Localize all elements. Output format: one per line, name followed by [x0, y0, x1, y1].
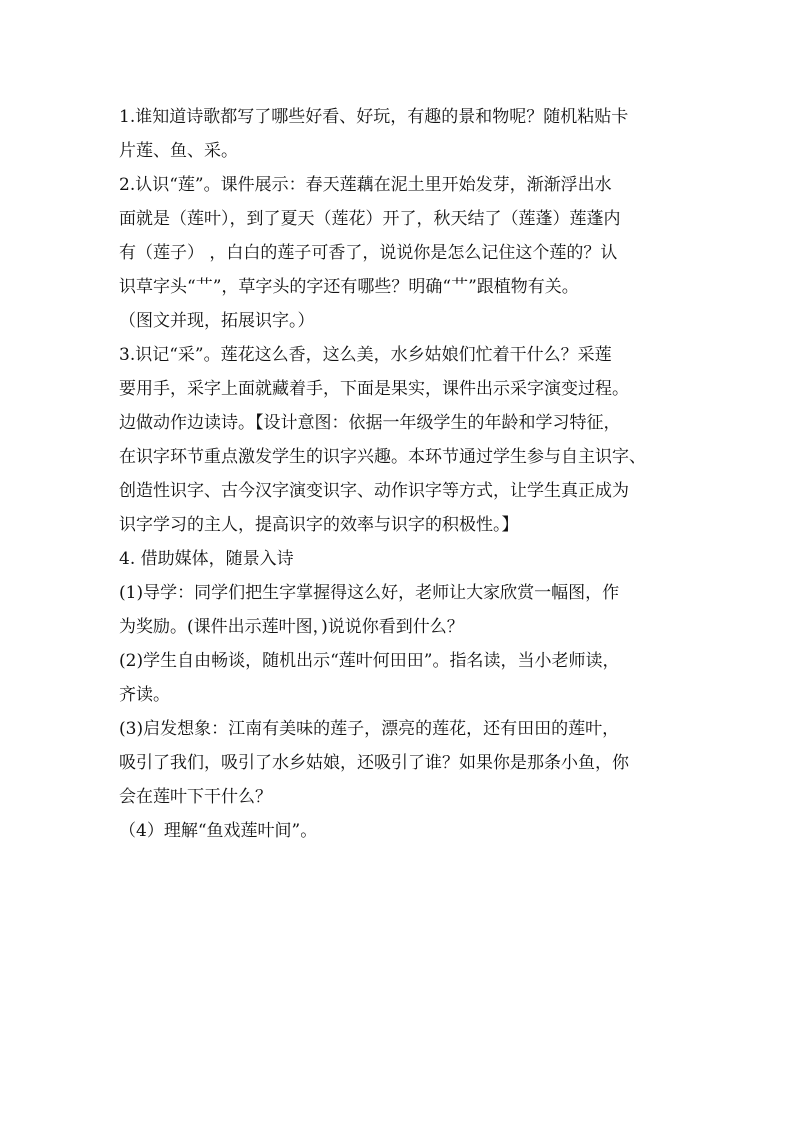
section-heading: 4. 借助媒体，随景入诗 [119, 549, 294, 569]
text-line: 齐读。 [119, 685, 170, 705]
text-line: 面就是（莲叶），到了夏天（莲花）开了，秋天结了（莲蓬）莲蓬内 [119, 209, 621, 229]
paragraph-2 [119, 168, 684, 338]
text-line: （4）理解“鱼戏莲叶间”。 [119, 821, 318, 841]
text-line: 要用手，采字上面就藏着手，下面是果实，课件出示采字演变过程。 [119, 379, 629, 399]
text-line: 1.谁知道诗歌都写了哪些好看、好玩，有趣的景和物呢？随机粘贴卡 [119, 107, 629, 127]
document-body [119, 100, 684, 848]
paragraph-4-heading [119, 542, 684, 576]
text-line: 创造性识字、古今汉字演变识字、动作识字等方式，让学生真正成为 [119, 481, 629, 501]
text-line: 会在莲叶下干什么？ [119, 787, 272, 807]
text-line: 在识字环节重点激发学生的识字兴趣。本环节通过学生参与自主识字、 [119, 447, 646, 467]
paragraph-6 [119, 644, 684, 712]
text-line: 识草字头“艹”，草字头的字还有哪些？明确“艹”跟植物有关。 [119, 277, 579, 297]
text-line: (3)启发想象：江南有美味的莲子，漂亮的莲花，还有田田的莲叶， [119, 719, 620, 739]
paragraph-1 [119, 100, 684, 168]
text-line: 3.识记“采”。莲花这么香，这么美，水乡姑娘们忙着干什么？采莲 [119, 345, 612, 365]
text-line: 识字学习的主人，提高识字的效率与识字的积极性。】 [119, 515, 519, 535]
text-line: 有（莲子） ，白白的莲子可香了，说说你是怎么记住这个莲的？认 [119, 243, 618, 263]
text-line: 2.认识“莲”。课件展示：春天莲藕在泥土里开始发芽，渐渐浮出水 [119, 175, 612, 195]
text-line: 为奖励。(课件出示莲叶图，)说说你看到什么？ [119, 617, 464, 637]
paragraph-3 [119, 338, 684, 542]
paragraph-8 [119, 814, 684, 848]
text-line: (2)学生自由畅谈，随机出示“莲叶何田田”。指名读，当小老师读， [119, 651, 620, 671]
paragraph-5 [119, 576, 684, 644]
text-line: （图文并现，拓展识字。） [119, 311, 315, 331]
text-line: (1)导学：同学们把生字掌握得这么好，老师让大家欣赏一幅图，作 [119, 583, 620, 603]
text-line: 片莲、鱼、采。 [119, 141, 238, 161]
paragraph-7 [119, 712, 684, 814]
text-line: 边做动作边读诗。【设计意图：依据一年级学生的年龄和学习特征， [119, 413, 621, 433]
text-line: 吸引了我们，吸引了水乡姑娘，还吸引了谁？如果你是那条小鱼，你 [119, 753, 629, 773]
